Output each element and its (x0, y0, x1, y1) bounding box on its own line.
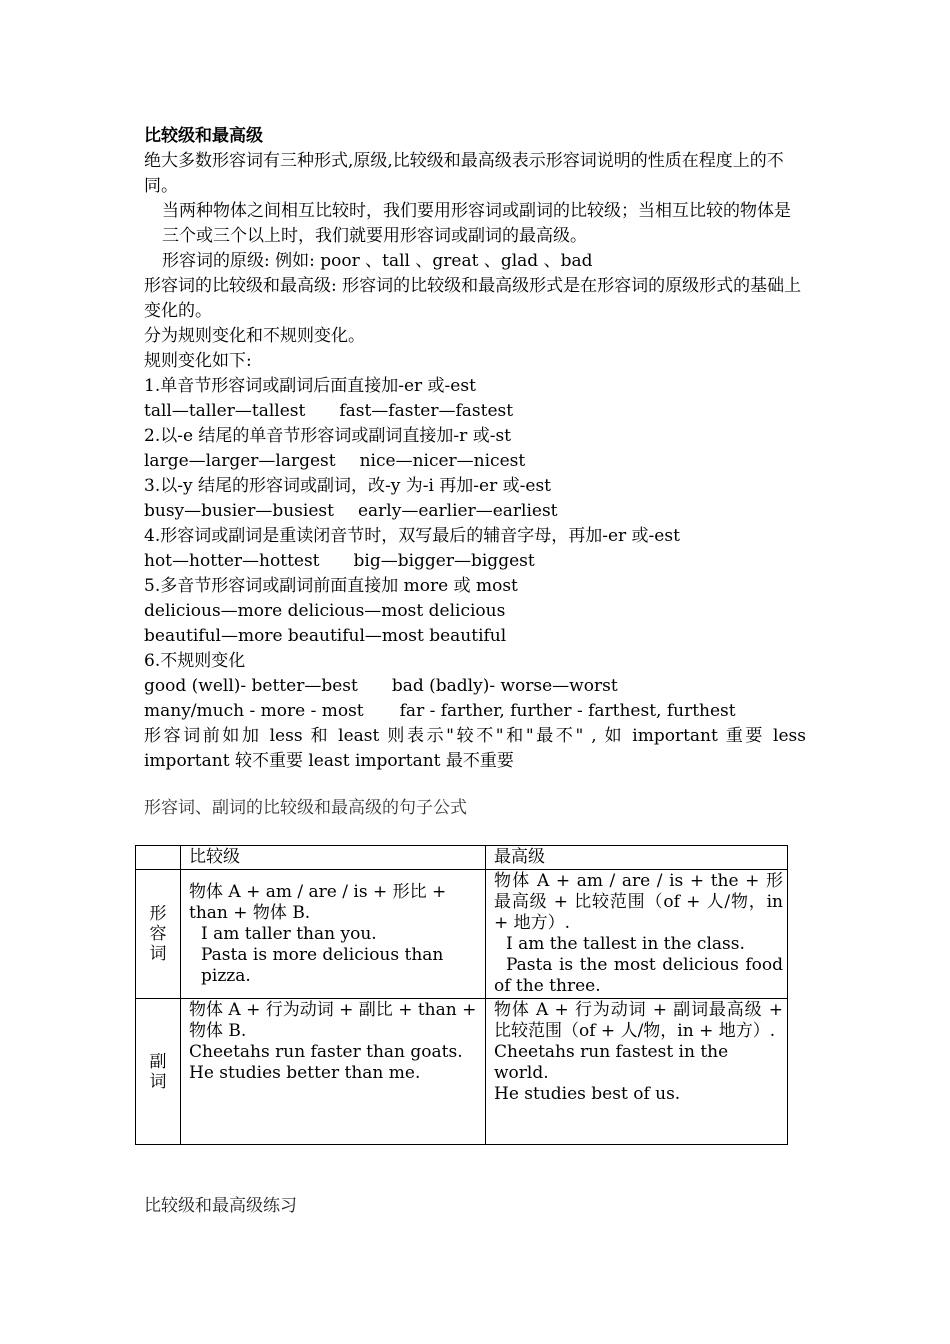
table-row-adverb (136, 999, 788, 1145)
rule-6-example-good: good (well)- better—best (144, 676, 358, 696)
rule-4-example-a: hot—hotter—hottest (144, 551, 320, 571)
header-superlative: 最高级 (486, 846, 788, 870)
adverb-superlative-formula: 物体 A + 行为动词 + 副词最高级 + 比较范围（of + 人/物，in + 地方）. (494, 1000, 783, 1041)
row-label-adjective (136, 870, 181, 999)
rule-1-examples (144, 399, 806, 424)
rule-6-example-many: many/much - more - most (144, 701, 364, 721)
rule-3: 3.以-y 结尾的形容词或副词，改-y 为-i 再加-er 或-est (144, 476, 552, 496)
table-corner-cell (136, 846, 181, 870)
adverb-comparative-example-1: Cheetahs run faster than goats. (189, 1042, 463, 1062)
rule-1-example-a: tall—taller—tallest (144, 401, 306, 421)
adverb-superlative-example-1: Cheetahs run fastest in the world. (494, 1042, 729, 1083)
rule-6-example-far: far - farther, further - farthest, furthest (399, 701, 736, 721)
rule-2-examples (144, 449, 806, 474)
adjective-comparative-example-1: I am taller than you. (201, 923, 377, 944)
table-header-row (136, 846, 788, 870)
adverb-superlative-example-2: He studies best of us. (494, 1084, 681, 1104)
rule-5: 5.多音节形容词或副词前面直接加 more 或 most (144, 576, 518, 596)
intro-paragraph: 绝大多数形容词有三种形式,原级,比较级和最高级表示形容词说明的性质在程度上的不同。 (144, 151, 784, 196)
adjective-superlative-example-1: I am the tallest in the class. (506, 934, 745, 954)
row-label-adverb (136, 999, 181, 1145)
formula-table (135, 845, 788, 1145)
adjective-comparative-cell (181, 870, 486, 999)
rule-4: 4.形容词或副词是重读闭音节时，双写最后的辅音字母，再加-er 或-est (144, 526, 680, 546)
regular-changes-heading: 规则变化如下: (144, 351, 252, 371)
adjective-comparative-example-2: Pasta is more delicious than pizza. (201, 944, 444, 986)
adjective-comparative-formula: 物体 A + am / are / is + 形比 + than + 物体 B. (189, 881, 447, 923)
rule-6-examples-b (144, 699, 806, 724)
comparison-paragraph: 当两种物体之间相互比较时，我们要用形容词或副词的比较级；当相互比较的物体是三个或三个以上时，我们就要用形容词或副词的最高级。 (162, 201, 791, 246)
comparative-superlative-paragraph: 形容词的比较级和最高级: 形容词的比较级和最高级形式是在形容词的原级形式的基础上变化的。 (144, 276, 802, 321)
rule-3-example-b: early—earlier—earliest (357, 501, 558, 521)
adjective-superlative-cell (486, 870, 788, 999)
rule-3-examples (144, 499, 806, 524)
adjective-superlative-formula: 物体 A + am / are / is + the + 形最高级 + 比较范围（of + 人/物，in + 地方）. (494, 871, 783, 933)
rule-5-example-b: beautiful—more beautiful—most beautiful (144, 626, 507, 646)
row-label-adverb-text: 副 词 (149, 1051, 167, 1092)
less-least-note-line-2: important 较不重要 least important 最不重要 (144, 751, 514, 771)
practice-heading: 比较级和最高级练习 (144, 1196, 297, 1216)
positive-degree-line: 形容词的原级: 例如: poor 、tall 、great 、glad 、bad (162, 251, 593, 271)
adverb-comparative-cell (181, 999, 486, 1145)
adverb-superlative-cell (486, 999, 788, 1145)
table-caption: 形容词、副词的比较级和最高级的句子公式 (144, 798, 467, 818)
document-body (144, 124, 806, 774)
header-comparative: 比较级 (181, 846, 486, 870)
rule-2-example-b: nice—nicer—nicest (359, 451, 526, 471)
page-title: 比较级和最高级 (144, 126, 263, 146)
rule-1-example-b: fast—faster—fastest (339, 401, 514, 421)
less-least-note-line-1: 形容词前如加 less 和 least 则表示"较不"和"最不" , 如 important 重要 less (144, 726, 806, 746)
adverb-comparative-formula: 物体 A + 行为动词 + 副比 + than + 物体 B. (189, 1000, 477, 1041)
change-types-line: 分为规则变化和不规则变化。 (144, 326, 365, 346)
rule-3-example-a: busy—busier—busiest (144, 501, 334, 521)
adverb-comparative-example-2: He studies better than me. (189, 1063, 421, 1083)
rule-6-example-bad: bad (badly)- worse—worst (391, 676, 618, 696)
rule-2: 2.以-e 结尾的单音节形容词或副词直接加-r 或-st (144, 426, 512, 446)
rule-6: 6.不规则变化 (144, 651, 246, 671)
rule-2-example-a: large—larger—largest (144, 451, 336, 471)
table-row-adjective (136, 870, 788, 999)
row-label-adjective-text: 形 容 词 (149, 904, 167, 964)
rule-1: 1.单音节形容词或副词后面直接加-er 或-est (144, 376, 476, 396)
rule-5-example-a: delicious—more delicious—most delicious (144, 601, 506, 621)
rule-6-examples-a (144, 674, 806, 699)
adjective-superlative-example-2: Pasta is the most delicious food of the three. (494, 955, 783, 996)
rule-4-examples (144, 549, 806, 574)
rule-4-example-b: big—bigger—biggest (353, 551, 535, 571)
